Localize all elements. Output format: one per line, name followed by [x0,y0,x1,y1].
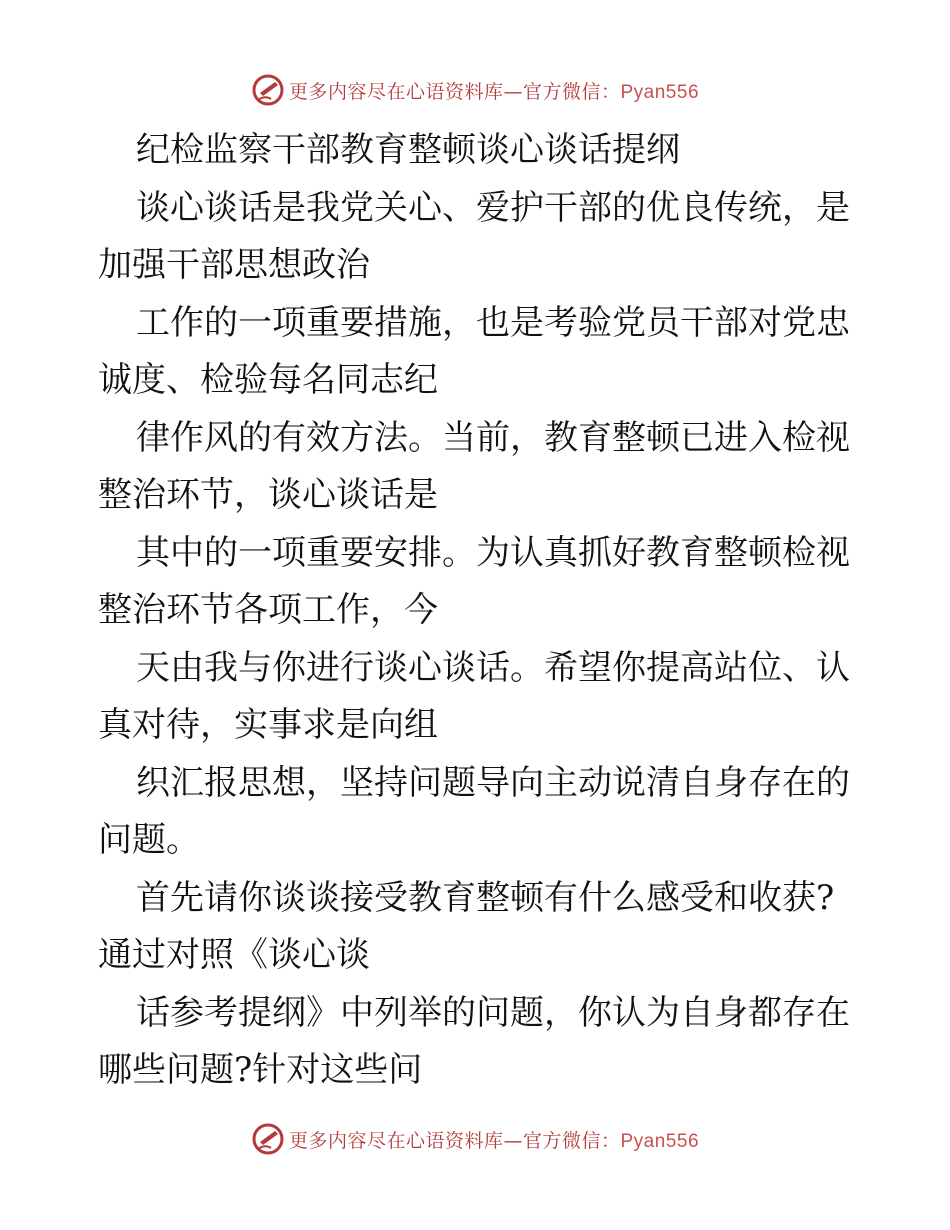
text-line: 话参考提纲》中列举的问题，你认为自身都存在 [136,992,850,1033]
text-line: 问题。 [98,820,200,860]
header-banner [0,70,950,110]
text-line: 首先请你谈谈接受教育整顿有什么感受和收获? [136,877,835,918]
text-line: 其中的一项重要安排。为认真抓好教育整顿检视 [136,532,850,573]
document-title: 纪检监察干部教育整顿谈心谈话提纲 [136,130,680,170]
wechat-label: 官方微信： [522,1129,621,1152]
brand-text: 更多内容尽在心语资料库— [288,1129,523,1152]
brand-text: 更多内容尽在心语资料库— [288,80,523,103]
text-line: 谈心谈话是我党关心、爱护干部的优良传统，是 [136,187,850,228]
text-line: 织汇报思想，坚持问题导向主动说清自身存在的 [136,762,850,803]
text-line: 哪些问题?针对这些问 [98,1050,423,1090]
text-line: 律作风的有效方法。当前，教育整顿已进入检视 [136,417,850,458]
brand-logo-icon [251,73,285,107]
wechat-id: Pyan556 [620,1130,700,1152]
document-body [98,122,858,1100]
text-line: 天由我与你进行谈心谈话。希望你提高站位、认 [136,647,850,688]
text-line: 工作的一项重要措施，也是考验党员干部对党忠 [136,302,850,343]
banner-text [289,77,699,104]
wechat-label: 官方微信： [522,80,621,103]
text-line: 整治环节各项工作，今 [98,590,438,630]
footer-banner [0,1119,950,1159]
brand-logo-icon [251,1122,285,1156]
text-line: 加强干部思想政治 [98,245,370,285]
text-line: 通过对照《谈心谈 [98,935,370,975]
text-line: 真对待，实事求是向组 [98,705,438,745]
banner-text [289,1126,699,1153]
text-line: 整治环节，谈心谈话是 [98,475,438,515]
text-line: 诚度、检验每名同志纪 [98,360,438,400]
wechat-id: Pyan556 [620,81,700,103]
